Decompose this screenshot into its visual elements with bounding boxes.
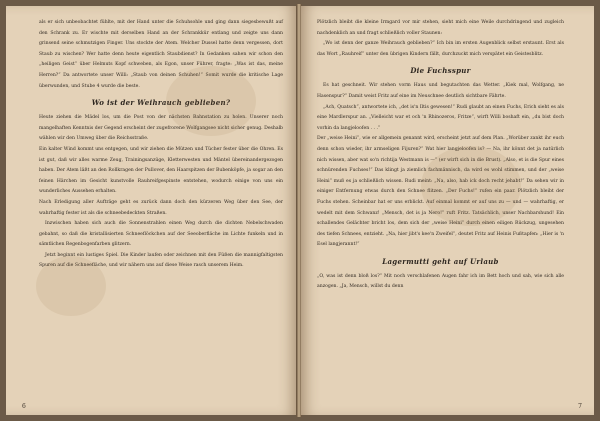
page-number: 7 bbox=[578, 403, 582, 410]
paragraph: „O, was ist denn bloß los?“ Mit noch verschlafenen Augen fahr ich im Bett hoch und sah, wie sich alle anzogen. „Ja, Mensch, willst du denn bbox=[317, 273, 564, 290]
section-heading: Die Fuchsspur bbox=[410, 66, 471, 76]
section-heading: Lagermutti geht auf Urlaub bbox=[382, 256, 499, 266]
paragraph: Inzwischen haben sich auch die Sonnenstrahlen einen Weg durch die dichten Nebelschwaden gebahnt, so daß die kristallisierten Schneeflöckchen auf der Seeoberfläche im Lichte funkeln und in sämtlichen Regenbogenfarben glitzern. bbox=[39, 221, 283, 248]
paragraph: „Ach, Quatsch“, antwortete ich, „det is'n Iltis gewesen!“ Rudi glaubt an einen Fuchs, Erich sieht es als eine Mardlerspur an. „Vielleicht war et och 'n Rhinozeros, Fritze“, wirft Willi boshaft ein, „du bist doch vorhin da langjeloofen . . .“ bbox=[317, 104, 564, 131]
right-page-text bbox=[317, 18, 564, 293]
left-page bbox=[6, 6, 297, 415]
paragraph: Nach Erledigung aller Aufträge geht es zurück dann doch den kürzeren Weg über den See, der wahrhaftig fester ist als die schneebedeckten Straßen. bbox=[39, 199, 283, 216]
paragraph: Heute ziehen die Mädel los, um die Post von der nächsten Bahnstation zu holen. Unserer noch mangelhaften Kenntnis der Gegend erscheint der zugefrorene Wolfgangsee nicht sicher genug. Deshalb wählen wir den Umweg über die Reichsstraße. bbox=[39, 115, 283, 142]
paragraph: Es hat geschneit. Wir stehen vorm Haus und begutachten das Wetter. „Kiek mal, Wolfgang, ne Hasenspur?“ Damit weist Fritz auf eine im Neuschnee deutlich sichtbare Fährte. bbox=[317, 83, 564, 99]
right-page bbox=[301, 6, 594, 415]
page-number: 6 bbox=[22, 403, 26, 410]
paragraph: als er sich unbeobachtet fühlte, mit der Hand unter die Schuhsohle und ging dann siegesbewußt auf den Schrank zu. Er wischte mit derselben Hand an der Schrankkür entlang und zeigte uns dann grinsend seine schmutzigen Finger. Uns stockte der Atem. Welcher Dussel hatte denn vergessen, dort Staub zu wischen? Wer hatte denn heute eigentlich Staubdienst? In Gedanken sahen wir schon den „heiligen Geist“ über Helmuts Kopf schweben, als Egon, unser Führer, fragte: „Was ist das, meine Herren?“ Da antwortete unser Willi: „Staub von deinen Schuhen!“ Somit wurde die kritische Lage überwunden, und Stube 4 wurde die beste. bbox=[39, 20, 283, 89]
paragraph: „Wo ist denn der ganze Weihrauch geblieben?“ Ich bin im ersten Augenblick selbst erstaunt. Erst als das Wort „Rauhreif“ unter den übrigen Kindern fällt, durchzuckt mich verspätet ein Geistesblitz. bbox=[317, 41, 564, 57]
paragraph: Plötzlich bleibt die kleine Irmgard vor mir stehen, sieht mich eine Weile durchdringend und zugleich nachdenklich an und fragt schließlich voller Staunen: bbox=[317, 20, 564, 36]
paragraph: Jetzt beginnt ein lustiges Spiel. Die Kinder laufen oder zeichnen mit den Füßen die mannigfaltigsten Spuren auf die Schneefläche, und wir nähern uns auf diese Weise rasch unserem Heim. bbox=[39, 252, 283, 269]
paragraph: Ein kalter Wind kommt uns entgegen, und wir ziehen die Mützen und Tücher fester über die Ohren. Es ist gut, daß wir alles warme Zeug, Trainingsanzüge, Kletterwesten und Mäntel übereinandergezogen haben. Der Atem läßt an den Rollkragen der Pullover, den Haarspitzen der Bubenköpfe, ja sogar an den feinen Härchen im Gesicht kunstvolle Rauhreifgespinste entstehen, wodurch einige von uns ein wunderliches Aussehen erhalten. bbox=[39, 146, 283, 195]
left-page-text bbox=[39, 18, 283, 272]
section-heading: Wo ist der Weihrauch geblieben? bbox=[91, 98, 231, 108]
paragraph: Der „weise Heini“, wie er allgemein genannt wird, erscheint jetzt auf dem Plan. „Worüber zankt ihr euch denn schon wieder, ihr armseligen Fijuren?“ Wat hier langjeloofen is? — Na, ihr könnt det ja natürlich nich wissen, aber wat so'n richtija Westmann is —“ (er wirft sich in die Brust). „Also, et is die Spur eines schnürenden Fuchses!“ Das klingt ja ziemlich fachmännisch, da wird es wohl stimmen, und der „weise Heini“ muß es ja schließlich wissen. Rudi meint: „Na, also, hab ick doch recht jehabt!“ Da sehen wir in einiger Entfernung etwas durch den Schnee flitzen. „Der Fuchs!“ rufen ein paar. Plötzlich bleibt der Fuchs stehen. Scheinbar hat er uns erblickt. Auf einmal kommt er auf uns zu — und — wahrhaftig, er wedelt mit dem Schwanz! „Mensch, det is ja Nero!“ ruft Fritz. Tatsächlich, unser Nachbarshund! Ein schallendes Gelächter bricht los, dem sich der „weise Heini“ durch einen eiligen Rückzug, ungesehen des tiefen Schnees, entzieht. „Na, hier jibt's kee'n Zweifel“, deutet Fritz auf Heinis Fußtapfen: „Hier is 'n Esel langjerannt!“ bbox=[317, 136, 564, 248]
